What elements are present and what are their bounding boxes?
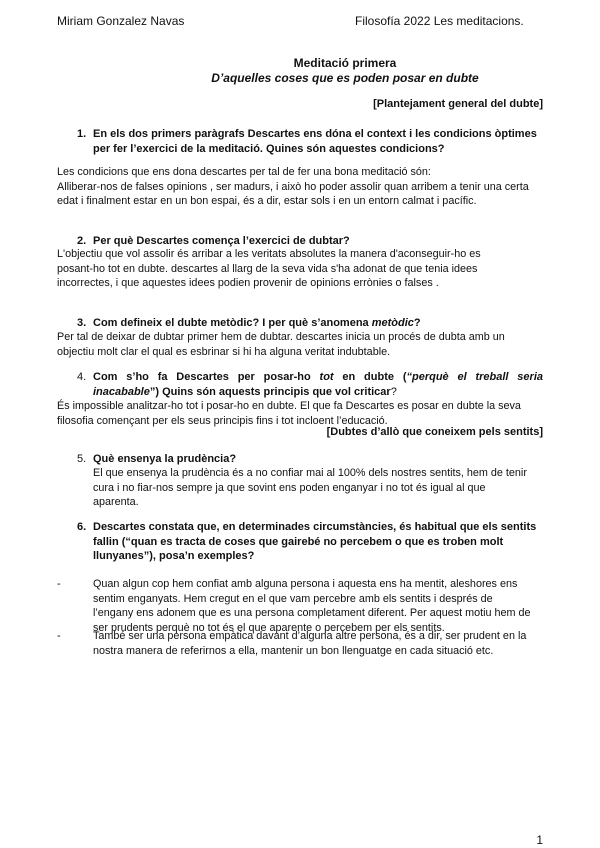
answer-line: cura i no fiar-nos sempre ja que sovint ens poden enganyar i no tot és igual al que bbox=[93, 481, 486, 494]
answer-line: Per tal de deixar de dubtar primer hem de dubtar. descartes inicia un procés de dubta amb un bbox=[57, 331, 505, 343]
answer-line: aparenta. bbox=[93, 496, 139, 508]
list-item bbox=[57, 577, 543, 635]
answer-2 bbox=[57, 247, 543, 291]
question-text: en dubte ( bbox=[333, 371, 407, 383]
page-subtitle: D’aquelles coses que es poden posar en dubte bbox=[211, 70, 479, 85]
answer-4 bbox=[57, 399, 543, 428]
question-4 bbox=[77, 370, 543, 399]
header-author: Miriam Gonzalez Navas bbox=[57, 14, 185, 28]
question-line: Per què Descartes comença l’exercici de dubtar? bbox=[93, 235, 350, 247]
answer-line: El que ensenya la prudència és a no confiar mai al 100% dels nostres sentits, hem de tenir bbox=[93, 467, 527, 479]
answer-line: l’engany ens adonem que es una persona completament diferent. Per aquest motiu hem de bbox=[93, 607, 531, 619]
question-emphasis: metòdic bbox=[371, 317, 414, 329]
question-text: ? bbox=[413, 317, 421, 329]
question-line: En els dos primers paràgrafs Descartes ens dóna el context i les condicions òptimes bbox=[93, 128, 537, 140]
question-number: 2. bbox=[77, 235, 87, 247]
answer-line: Les condicions que ens dona descartes per tal de fer una bona meditació són: bbox=[57, 166, 431, 178]
page-title: Meditació primera bbox=[293, 56, 397, 70]
question-number: 3. bbox=[77, 317, 87, 329]
question-1 bbox=[77, 127, 543, 156]
header-subject: Filosofía 2022 Les meditacions. bbox=[355, 14, 524, 28]
answer-line: edat i finalment estar en un bon espai, és a dir, estar sols i en un entorn calmat i pacífic. bbox=[57, 195, 477, 207]
answer-1 bbox=[57, 165, 543, 209]
answer-line: ser prudents perquè no tot és el que aparente o percebem per els sentits. bbox=[93, 621, 445, 634]
section-heading-plantejament: [Plantejament general del dubte] bbox=[373, 98, 543, 110]
question-line: llunyanes”), posa’n exemples? bbox=[93, 550, 255, 562]
question-text: ”) Quins són aquests principis que vol criticar bbox=[149, 385, 391, 398]
question-number: 1. bbox=[77, 128, 87, 140]
answer-line: nostra manera de referirnos a ella, mantenir un bon llenguatge en cada situació etc. bbox=[93, 644, 494, 657]
answer-line: posant-ho tot en dubte. descartes al llarg de la seva vida s'ha adonat de que tenia idees bbox=[57, 262, 478, 275]
answer-line: filosofia començant per els seus principis fins i tot incloent l’educació. bbox=[57, 414, 388, 427]
question-line: Què ensenya la prudència? bbox=[93, 453, 237, 465]
question-number: 5. bbox=[77, 453, 87, 465]
answer-line: És impossible analitzar-ho tot i posar-ho en dubte. El que fa Descartes es posar en dubte la seva bbox=[57, 400, 521, 412]
answer-5 bbox=[93, 466, 543, 510]
question-emphasis: tot bbox=[319, 371, 334, 383]
section-heading-dubtes-sentits: [Dubtes d’allò que coneixem pels sentits] bbox=[326, 426, 543, 438]
bullet-dash: - bbox=[57, 578, 61, 590]
question-line: fallin (“quan es tracta de coses que gairebé no percebem o que es troben molt bbox=[93, 535, 504, 548]
answer-line: També ser una persona empàtica davant d’alguna altre persona, és a dir, ser prudent en la bbox=[93, 630, 527, 642]
question-text: Com defineix el dubte metòdic? I per què s’anomena bbox=[93, 317, 372, 329]
question-quote: inacabable bbox=[93, 385, 150, 398]
answer-line: incorrectes, i que aquestes idees podien provenir de opinions errònies o falses . bbox=[57, 277, 439, 289]
answer-line: L'objectiu que vol assolir és arribar a les veritats absolutes la manera d'aconseguir-ho es bbox=[57, 248, 481, 260]
answer-line: sentim enganyats. Hem cregut en el que vam percebre amb els sentits i després de bbox=[93, 592, 493, 605]
list-item bbox=[57, 629, 543, 658]
bullet-dash: - bbox=[57, 630, 61, 642]
question-quote: “perquè el treball seria bbox=[406, 371, 543, 383]
answer-line: Quan algun cop hem confiat amb alguna persona i aquesta ens ha mentit, aleshores ens bbox=[93, 578, 518, 590]
question-5 bbox=[77, 452, 543, 467]
question-3 bbox=[77, 316, 543, 331]
question-line: per fer l’exercici de la meditació. Quines són aquestes condicions? bbox=[93, 142, 445, 155]
question-line: Descartes constata que, en determinades circumstàncies, és habitual que els sentits bbox=[93, 521, 537, 533]
answer-line: objectiu molt clar el qual es esbrinar si hi ha alguna veritat indubtable. bbox=[57, 345, 391, 358]
question-text: ? bbox=[390, 385, 397, 398]
question-text: Com s’ho fa Descartes per posar-ho bbox=[93, 371, 320, 383]
title-block bbox=[0, 56, 600, 85]
answer-line: Alliberar-nos de falses opinions , ser madurs, i això ho poder assolir quan arribem a tenir una certa bbox=[57, 180, 529, 193]
question-number: 4. bbox=[77, 371, 87, 383]
page-number: 1 bbox=[536, 833, 543, 847]
question-number: 6. bbox=[77, 521, 87, 533]
question-6 bbox=[77, 520, 543, 564]
answer-3 bbox=[57, 330, 543, 359]
